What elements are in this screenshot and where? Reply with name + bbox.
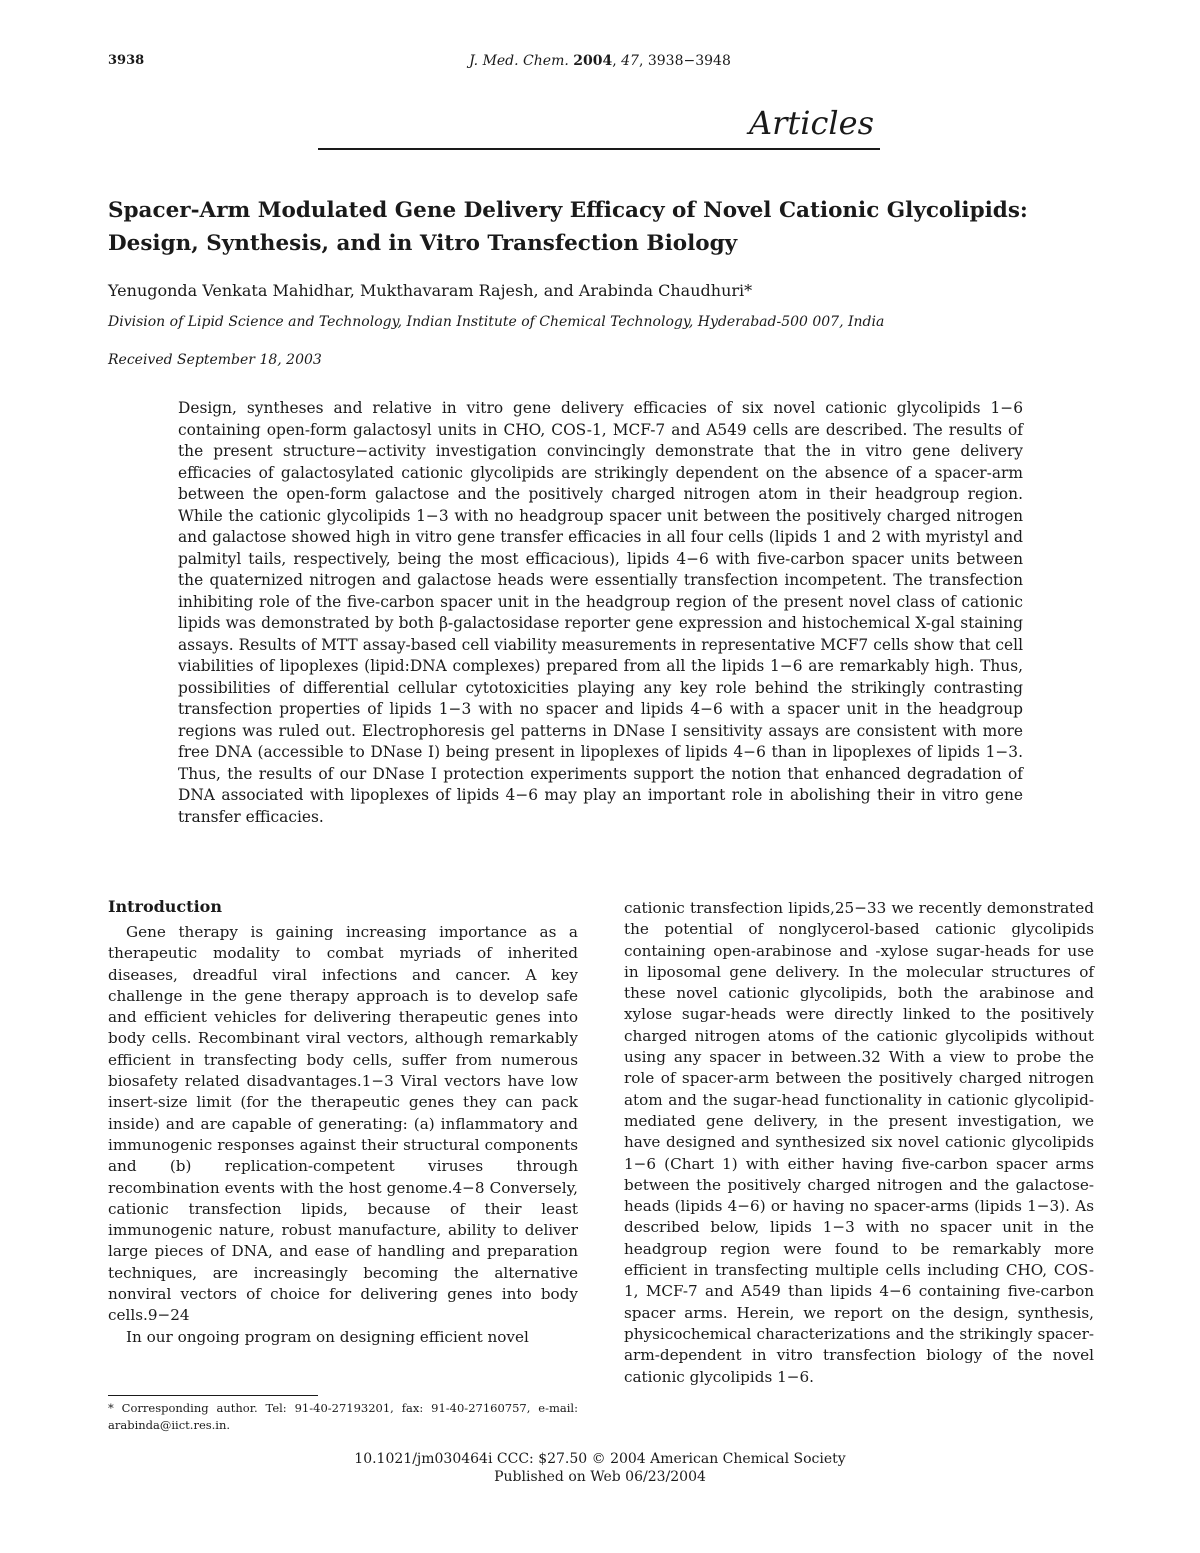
title-line-2: Design, Synthesis, and in Vitro Transfection Biology [108, 231, 738, 256]
intro-paragraph-continued: cationic transfection lipids,25−33 we recently demonstrated the potential of nonglycerol-based cationic glycolipids containing open-arabinose and -xylose sugar-heads for use in liposomal gene delivery. In the molecular structures of these novel cationic glycolipids, both the arabinose and xylose sugar-heads were directly linked to the positively charged nitrogen atoms of the cationic glycolipids without using any spacer in between.32 With a view to probe the role of spacer-arm between the positively charged nitrogen atom and the sugar-head functionality in cationic glycolipid-mediated gene delivery, in the present investigation, we have designed and synthesized six novel cationic glycolipids 1−6 (Chart 1) with either having five-carbon spacer arms between the positively charged nitrogen and the galactose-heads (lipids 4−6) or having no spacer-arms (lipids 1−3). As described below, lipids 1−3 with no spacer unit in the headgroup region were found to be remarkably more efficient in transfecting multiple cells including CHO, COS-1, MCF-7 and A549 than lipids 4−6 containing five-carbon spacer arms. Herein, we report on the design, synthesis, physicochemical characterizations and the strikingly spacer-arm-dependent in vitro transfection biology of the novel cationic glycolipids 1−6. [624, 899, 1094, 1386]
title-line-1: Spacer-Arm Modulated Gene Delivery Efficacy of Novel Cationic Glycolipids: [108, 198, 1028, 223]
abstract: Design, syntheses and relative in vitro gene delivery efficacies of six novel cationic glycolipids 1−6 containing open-form galactosyl units in CHO, COS-1, MCF-7 and A549 cells are described. The results of the present structure−activity investigation convincingly demonstrate that the in vitro gene delivery efficacies of galactosylated cationic glycolipids are strikingly dependent on the absence of a spacer-arm between the open-form galactose and the positively charged nitrogen atom in their headgroup region. While the cationic glycolipids 1−3 with no headgroup spacer unit between the positively charged nitrogen and galactose showed high in vitro gene transfer efficacies in all four cells (lipids 1 and 2 with myristyl and palmityl tails, respectively, being the most efficacious), lipids 4−6 with five-carbon spacer units between the quaternized nitrogen and galactose heads were essentially transfection incompetent. The transfection inhibiting role of the five-carbon spacer unit in the headgroup region of the present novel class of cationic lipids was demonstrated by both β-galactosidase reporter gene expression and histochemical X-gal staining assays. Results of MTT assay-based cell viability measurements in representative MCF7 cells show that cell viabilities of lipoplexes (lipid:DNA complexes) prepared from all the lipids 1−6 are remarkably high. Thus, possibilities of differential cellular cytotoxicities playing any key role behind the strikingly contrasting transfection properties of lipids 1−3 with no spacer and lipids 4−6 with a spacer unit in the headgroup regions was ruled out. Electrophoresis gel patterns in DNase I sensitivity assays are consistent with more free DNA (accessible to DNase I) being present in lipoplexes of lipids 4−6 than in lipoplexes of lipids 1−3. Thus, the results of our DNase I protection experiments support the notion that enhanced degradation of DNA associated with lipoplexes of lipids 4−6 may play an important role in abolishing their in vitro gene transfer efficacies. [178, 399, 1023, 826]
published-date: Published on Web 06/23/2004 [494, 1469, 706, 1485]
journal-volume: 47 [621, 53, 639, 69]
doi-line: 10.1021/jm030464i CCC: $27.50 © 2004 American Chemical Society [354, 1451, 846, 1467]
received-date: Received September 18, 2003 [108, 352, 322, 368]
footnote-rule [108, 1395, 318, 1396]
journal-year: 2004 [573, 53, 613, 69]
intro-paragraph-1: Gene therapy is gaining increasing importance as a therapeutic modality to combat myriads of inherited diseases, dreadful viral infections and cancer. A key challenge in the gene therapy approach is to develop safe and efficient vehicles for delivering therapeutic genes into body cells. Recombinant viral vectors, although remarkably efficient in transfecting body cells, suffer from numerous biosafety related disadvantages.1−3 Viral vectors have low insert-size limit (for the therapeutic genes they can pack inside) and are capable of generating: (a) inflammatory and immunogenic responses against their structural components and (b) replication-competent viruses through recombination events with the host genome.4−8 Conversely, cationic transfection lipids, because of their least immunogenic nature, robust manufacture, ability to deliver large pieces of DNA, and ease of handling and preparation techniques, are increasingly becoming the alternative nonviral vectors of choice for delivering genes into body cells.9−24 [108, 923, 578, 1325]
article-title [108, 194, 1098, 260]
section-heading: Articles [748, 104, 874, 142]
author-list: Yenugonda Venkata Mahidhar, Mukthavaram Rajesh, and Arabinda Chaudhuri* [108, 281, 753, 300]
introduction-heading: Introduction [108, 897, 222, 916]
affiliation: Division of Lipid Science and Technology, Indian Institute of Chemical Technology, Hyderabad-500 007, India [108, 314, 885, 330]
left-column [108, 896, 578, 1348]
intro-paragraph-2: In our ongoing program on designing efficient novel [126, 1327, 529, 1346]
right-column [624, 898, 1094, 1388]
running-header: J. Med. Chem. 2004, 47, 3938−3948 [469, 53, 731, 69]
page-number: 3938 [108, 53, 145, 68]
journal-pages: 3938−3948 [647, 53, 731, 69]
journal-name: J. Med. Chem. [469, 53, 569, 69]
corresponding-author-footnote: * Corresponding author. Tel: 91-40-27193201, fax: 91-40-27160757, e-mail: arabinda@iict.res.in. [108, 1401, 578, 1432]
section-rule [318, 148, 880, 150]
